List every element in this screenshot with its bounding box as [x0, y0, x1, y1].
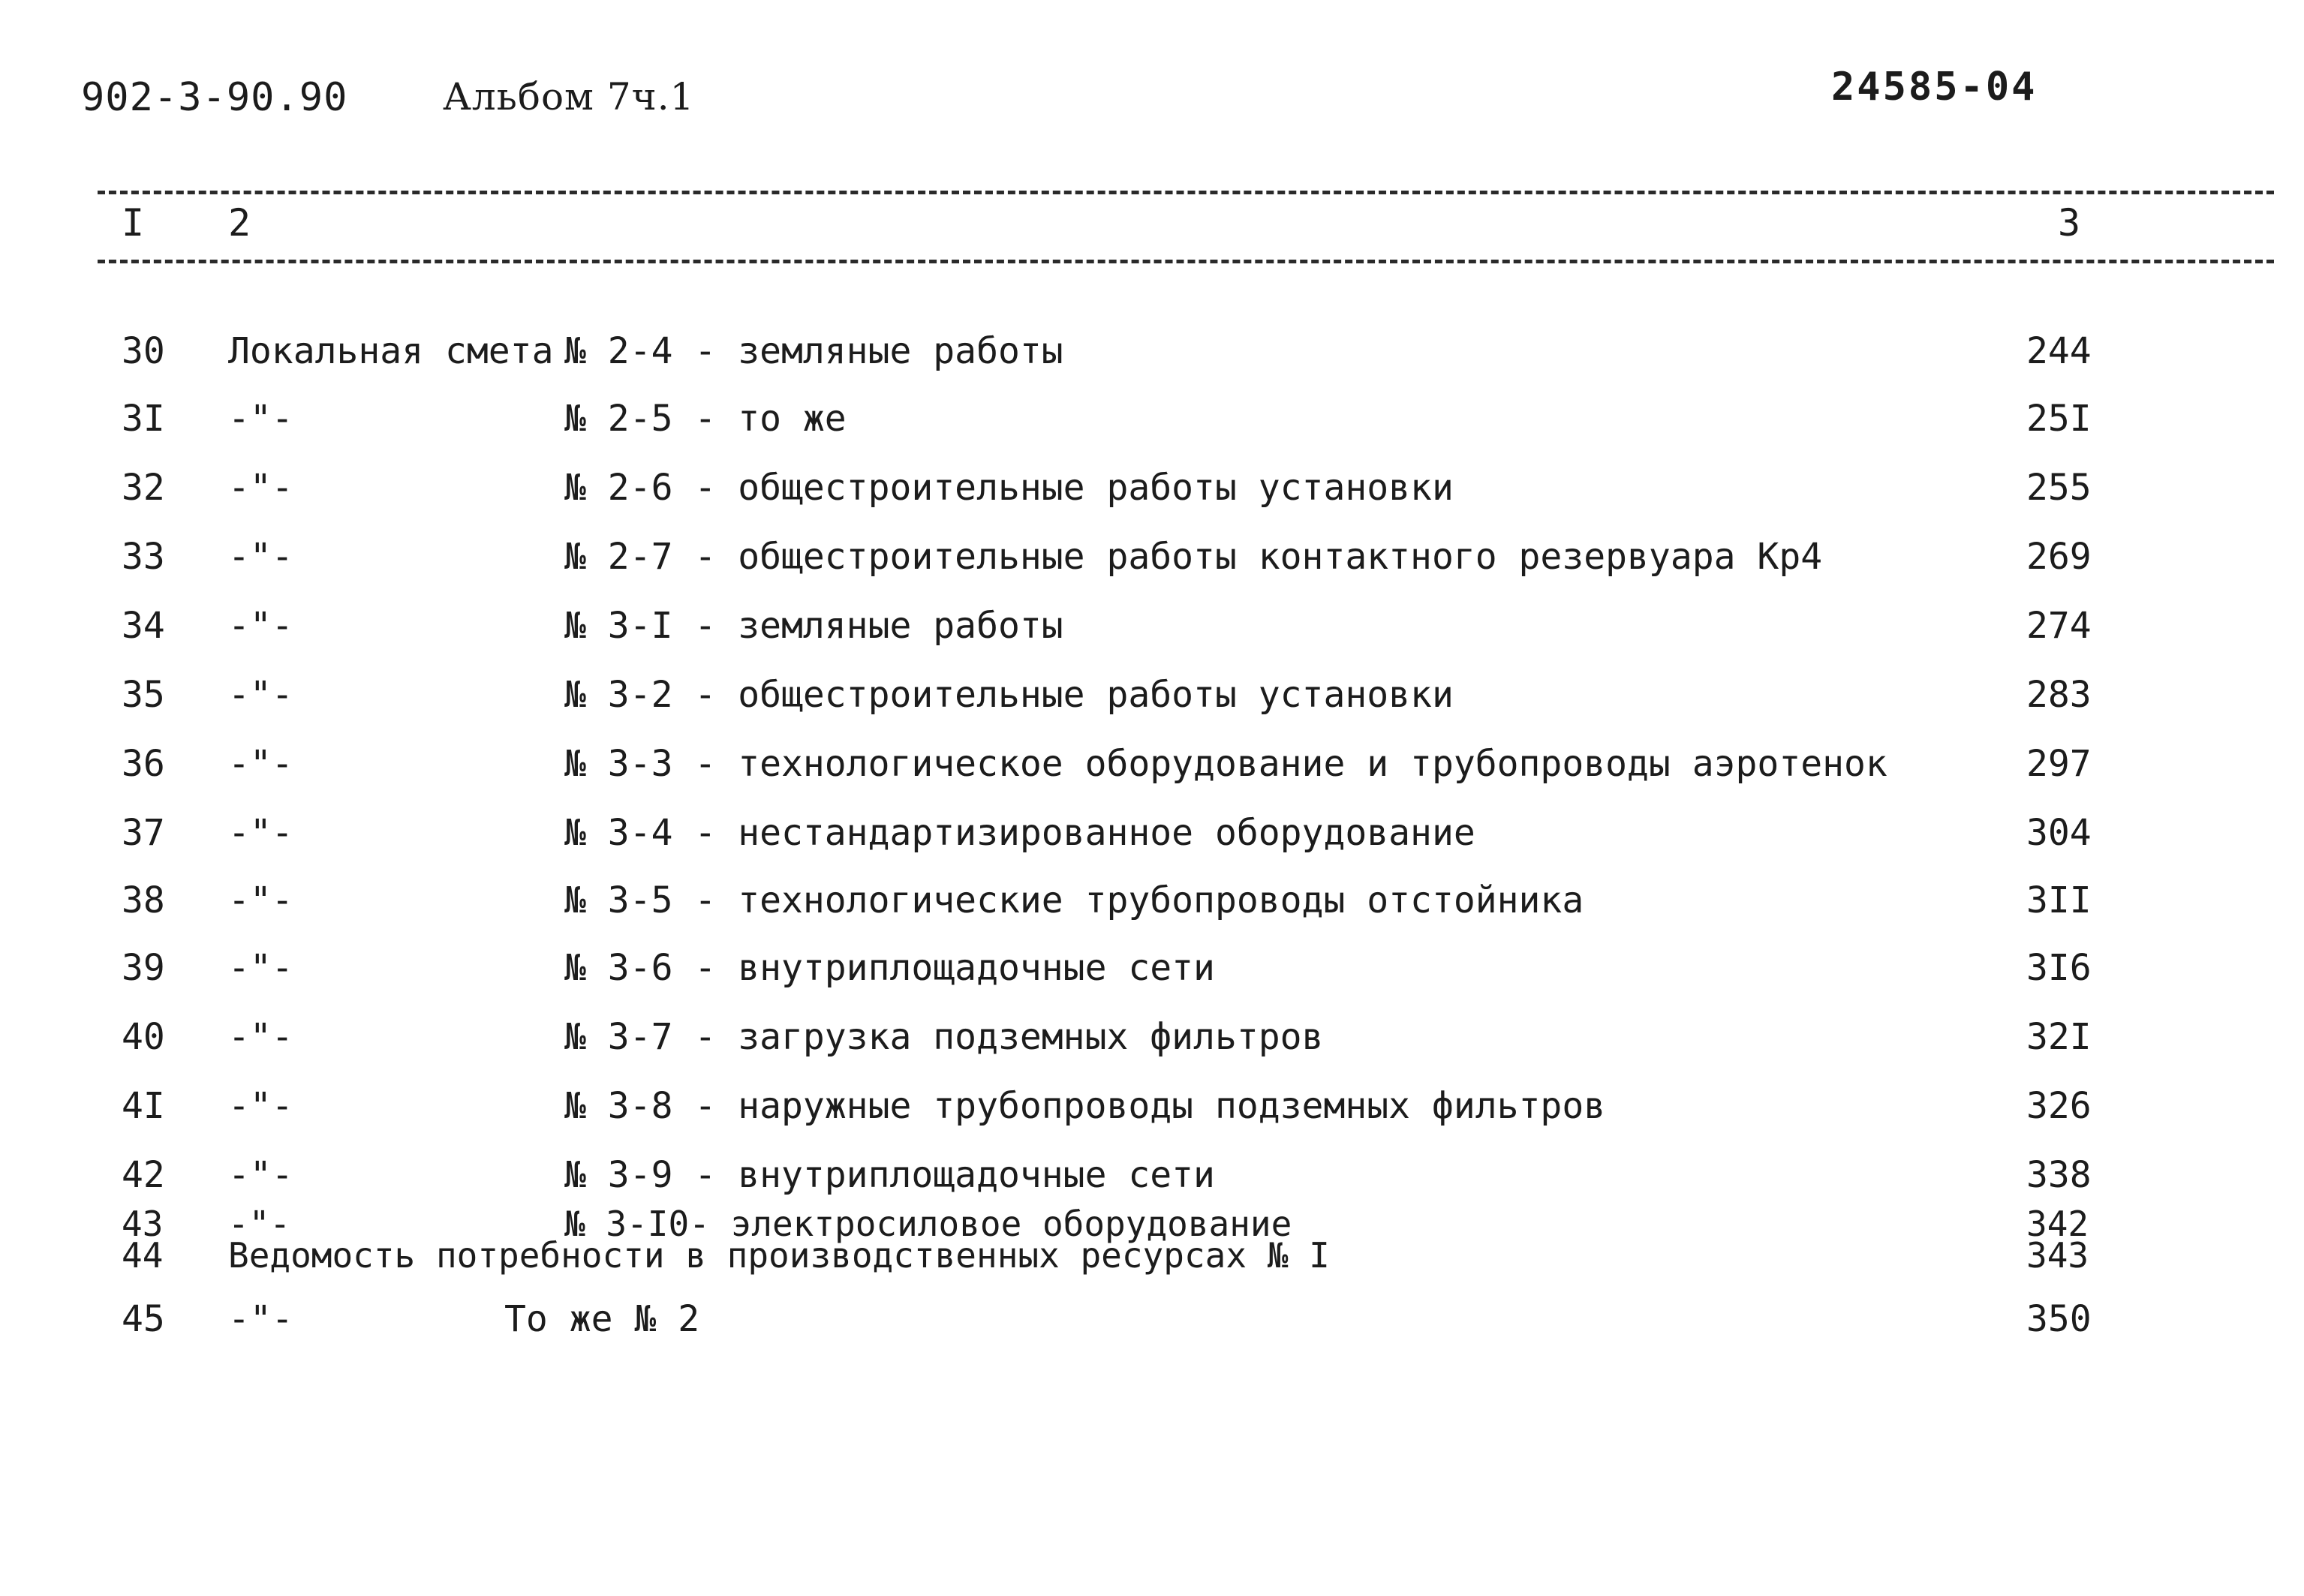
table-row: [0, 1298, 2304, 1343]
table-row: [0, 879, 2304, 924]
page-number: 342: [2026, 1204, 2089, 1244]
page-number: 269: [2026, 536, 2092, 578]
page-number: 297: [2026, 743, 2092, 785]
table-row: [0, 1154, 2304, 1199]
row-number: 33: [122, 536, 165, 578]
page-number: 304: [2026, 812, 2092, 854]
table-row: [0, 743, 2304, 788]
table-rule-bottom: [98, 260, 2274, 263]
row-number: 44: [122, 1235, 164, 1276]
ditto-mark: -"-: [228, 947, 293, 989]
table-row: [0, 947, 2304, 992]
row-number: 32: [122, 467, 165, 509]
ditto-mark: -"-: [228, 605, 293, 647]
row-description: № 3-5 - технологические трубопроводы отстойника: [564, 879, 1584, 921]
row-number: 42: [122, 1154, 165, 1196]
row-description: № 3-I - земляные работы: [564, 605, 1063, 647]
album-label: Альбом 7ч.1: [443, 75, 695, 119]
row-description: № 3-3 - технологическое оборудование и трубопроводы аэротенок: [564, 743, 1887, 785]
page-number: 3II: [2026, 879, 2092, 921]
page-number: 25I: [2026, 398, 2092, 440]
document-number: 24585-04: [1831, 65, 2038, 110]
row-title: Локальная смета: [228, 330, 554, 372]
table-row: [0, 674, 2304, 719]
row-number: 36: [122, 743, 165, 785]
ditto-mark: -"-: [228, 1085, 293, 1127]
column-header-3: 3: [2058, 201, 2081, 245]
row-description: № 3-I0- электросиловое оборудование: [564, 1204, 1292, 1244]
page-number: 255: [2026, 467, 2092, 509]
ditto-mark: -"-: [228, 467, 293, 509]
table-row: [0, 1235, 2304, 1280]
row-description: № 2-7 - общестроительные работы контактного резервуара Кр4: [564, 536, 1823, 578]
table-row: [0, 467, 2304, 512]
page-number: 343: [2026, 1235, 2089, 1276]
ditto-mark: -"-: [228, 1016, 293, 1058]
row-number: 43: [122, 1204, 164, 1244]
ditto-mark: -"-: [228, 743, 293, 785]
project-code: 902-3-90.90: [81, 75, 348, 120]
page-number: 350: [2026, 1298, 2092, 1340]
row-description: № 3-7 - загрузка подземных фильтров: [564, 1016, 1324, 1058]
row-description: № 2-6 - общестроительные работы установки: [564, 467, 1454, 509]
table-row: [0, 1085, 2304, 1130]
page-number: 326: [2026, 1085, 2092, 1127]
table-rule-top: [98, 191, 2274, 194]
ditto-mark: -"-: [228, 879, 293, 921]
page-number: 32I: [2026, 1016, 2092, 1058]
row-number: 40: [122, 1016, 165, 1058]
table-row: [0, 330, 2304, 375]
ditto-mark: -"-: [228, 674, 293, 716]
row-number: 4I: [122, 1085, 165, 1127]
page-number: 3I6: [2026, 947, 2092, 989]
column-header-2: 2: [228, 201, 251, 245]
row-description: № 3-2 - общестроительные работы установки: [564, 674, 1454, 716]
page-number: 283: [2026, 674, 2092, 716]
ditto-mark: -"-: [228, 536, 293, 578]
row-description: № 2-4 - земляные работы: [564, 330, 1063, 372]
ditto-mark: -"-: [228, 1298, 293, 1340]
table-row: [0, 605, 2304, 650]
table-row: [0, 812, 2304, 857]
table-row: [0, 536, 2304, 581]
row-description: № 3-8 - наружные трубопроводы подземных фильтров: [564, 1085, 1606, 1127]
ditto-mark: -"-: [228, 1204, 291, 1244]
row-description: № 2-5 - то же: [564, 398, 847, 440]
row-number: 34: [122, 605, 165, 647]
row-number: 39: [122, 947, 165, 989]
table-row: [0, 398, 2304, 443]
row-title: Ведомость потребности в производственных ресурсах № I: [228, 1235, 1330, 1276]
row-number: 37: [122, 812, 165, 854]
row-description: № 3-4 - нестандартизированное оборудование: [564, 812, 1475, 854]
row-number: 30: [122, 330, 165, 372]
column-header-1: I: [122, 201, 145, 245]
page-number: 274: [2026, 605, 2092, 647]
row-description: То же № 2: [504, 1298, 700, 1340]
ditto-mark: -"-: [228, 398, 293, 440]
ditto-mark: -"-: [228, 812, 293, 854]
row-number: 45: [122, 1298, 165, 1340]
row-description: № 3-6 - внутриплощадочные сети: [564, 947, 1215, 989]
page-number: 338: [2026, 1154, 2092, 1196]
row-description: № 3-9 - внутриплощадочные сети: [564, 1154, 1215, 1196]
page-number: 244: [2026, 330, 2092, 372]
row-number: 3I: [122, 398, 165, 440]
ditto-mark: -"-: [228, 1154, 293, 1196]
row-number: 38: [122, 879, 165, 921]
row-number: 35: [122, 674, 165, 716]
table-row: [0, 1016, 2304, 1061]
